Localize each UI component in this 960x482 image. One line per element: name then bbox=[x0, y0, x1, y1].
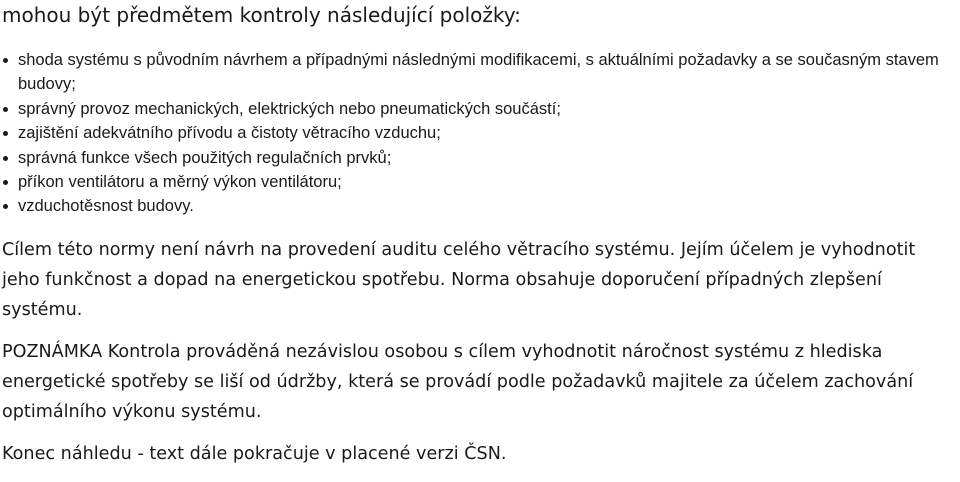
bullet-icon bbox=[3, 131, 8, 136]
list-item bbox=[2, 170, 956, 194]
list-item-text: správný provoz mechanických, elektrických nebo pneumatických součástí; bbox=[18, 99, 561, 118]
list-item-text: shoda systému s původním návrhem a případnými následnými modifikacemi, s aktuálními požadavky a se současným stavem budovy; bbox=[18, 51, 939, 94]
bullet-icon bbox=[3, 204, 8, 209]
preview-end-notice: Konec náhledu - text dále pokračuje v placené verzi ČSN. bbox=[2, 443, 507, 464]
list-item bbox=[2, 48, 956, 97]
bullet-icon bbox=[3, 180, 8, 185]
intro-text: mohou být předmětem kontroly následující položky: bbox=[2, 3, 521, 27]
bullet-icon bbox=[3, 107, 8, 112]
list-item bbox=[2, 194, 956, 218]
list-item-text: vzduchotěsnost budovy. bbox=[18, 197, 194, 216]
bullet-icon bbox=[3, 58, 8, 63]
note-paragraph: POZNÁMKA Kontrola prováděná nezávislou osobou s cílem vyhodnotit náročnost systému z hlediska energetické spotřeby se liší od údržby, která se provádí podle požadavků majitele za účelem zachování optimálního výkonu systému. bbox=[2, 341, 914, 422]
list-item-text: správná funkce všech použitých regulačních prvků; bbox=[18, 148, 392, 167]
bullet-icon bbox=[3, 156, 8, 161]
list-item bbox=[2, 97, 956, 121]
list-item-text: příkon ventilátoru a měrný výkon ventilátoru; bbox=[18, 173, 342, 192]
list-item bbox=[2, 146, 956, 170]
list-item bbox=[2, 121, 956, 145]
list-item-text: zajištění adekvátního přívodu a čistoty větracího vzduchu; bbox=[18, 124, 441, 143]
inspection-checklist bbox=[2, 48, 956, 219]
scope-paragraph: Cílem této normy není návrh na provedení auditu celého větracího systému. Jejím účelem je vyhodnotit jeho funkčnost a dopad na energetickou spotřebu. Norma obsahuje doporučení případných zlepšení systému. bbox=[2, 239, 916, 320]
